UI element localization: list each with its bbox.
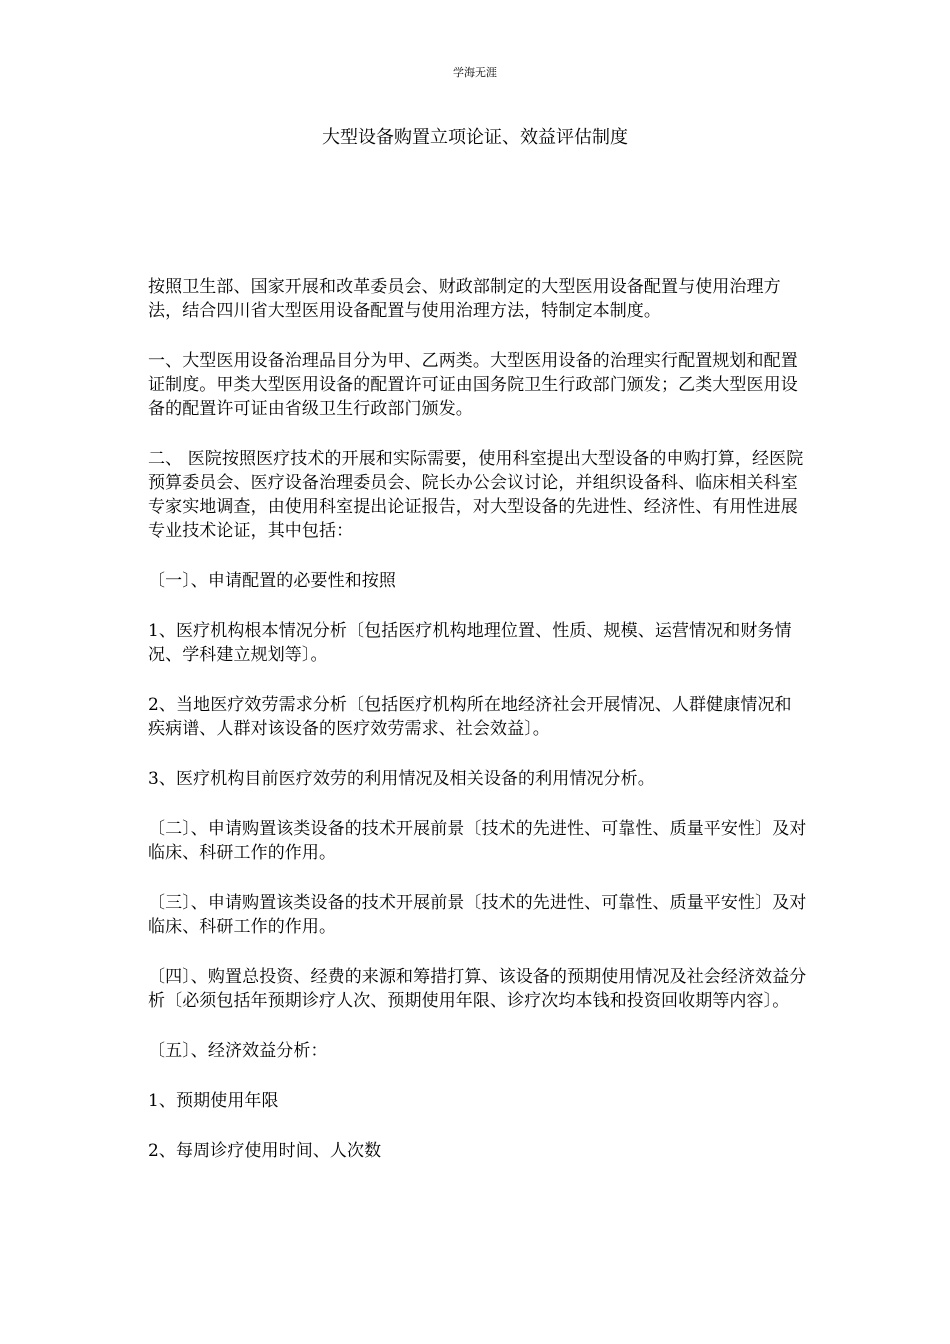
paragraph-section-1: 一、大型医用设备治理品目分为甲、乙两类。大型医用设备的治理实行配置规划和配置证制度。甲类大型医用设备的配置许可证由国务院卫生行政部门颁发；乙类大型医用设备的配置许可证由省级卫生行政部门颁发。 bbox=[148, 351, 798, 419]
page-header: 学海无涯 bbox=[453, 66, 497, 79]
paragraph-item-4: 〔四〕、购置总投资、经费的来源和筹措打算、该设备的预期使用情况及社会经济效益分析〔必须包括年预期诊疗人次、预期使用年限、诊疗次均本钱和投资回收期等内容〕。 bbox=[148, 967, 807, 1011]
paragraph-item-1-1: 1、医疗机构根本情况分析〔包括医疗机构地理位置、性质、规模、运营情况和财务情况、学科建立规划等〕。 bbox=[148, 621, 792, 665]
paragraph-item-1: 〔一〕、申请配置的必要性和按照 bbox=[148, 571, 396, 591]
paragraph-item-1-2: 2、当地医疗效劳需求分析〔包括医疗机构所在地经济社会开展情况、人群健康情况和疾病谱、人群对该设备的医疗效劳需求、社会效益〕。 bbox=[148, 695, 792, 739]
paragraph-item-5-1: 1、预期使用年限 bbox=[148, 1091, 279, 1111]
paragraph-item-5: 〔五〕、经济效益分析： bbox=[148, 1041, 328, 1061]
paragraph-item-1-3: 3、医疗机构目前医疗效劳的利用情况及相关设备的利用情况分析。 bbox=[148, 769, 655, 789]
document-body bbox=[148, 275, 808, 1189]
paragraph-item-2: 〔二〕、申请购置该类设备的技术开展前景〔技术的先进性、可靠性、质量平安性〕及对临床、科研工作的作用。 bbox=[148, 819, 807, 863]
paragraph-section-2: 二、 医院按照医疗技术的开展和实际需要，使用科室提出大型设备的申购打算，经医院预算委员会、医疗设备治理委员会、院长办公会议讨论，并组织设备科、临床相关科室专家实地调查，由使用科室提出论证报告，对大型设备的先进性、经济性、有用性进展专业技术论证，其中包括： bbox=[148, 449, 804, 541]
paragraph-item-5-2: 2、每周诊疗使用时间、人次数 bbox=[148, 1141, 382, 1161]
paragraph-item-3: 〔三〕、申请购置该类设备的技术开展前景〔技术的先进性、可靠性、质量平安性〕及对临床、科研工作的作用。 bbox=[148, 893, 807, 937]
document-title: 大型设备购置立项论证、效益评估制度 bbox=[322, 127, 628, 148]
paragraph-intro: 按照卫生部、国家开展和改革委员会、财政部制定的大型医用设备配置与使用治理方法，结合四川省大型医用设备配置与使用治理方法，特制定本制度。 bbox=[148, 277, 781, 321]
